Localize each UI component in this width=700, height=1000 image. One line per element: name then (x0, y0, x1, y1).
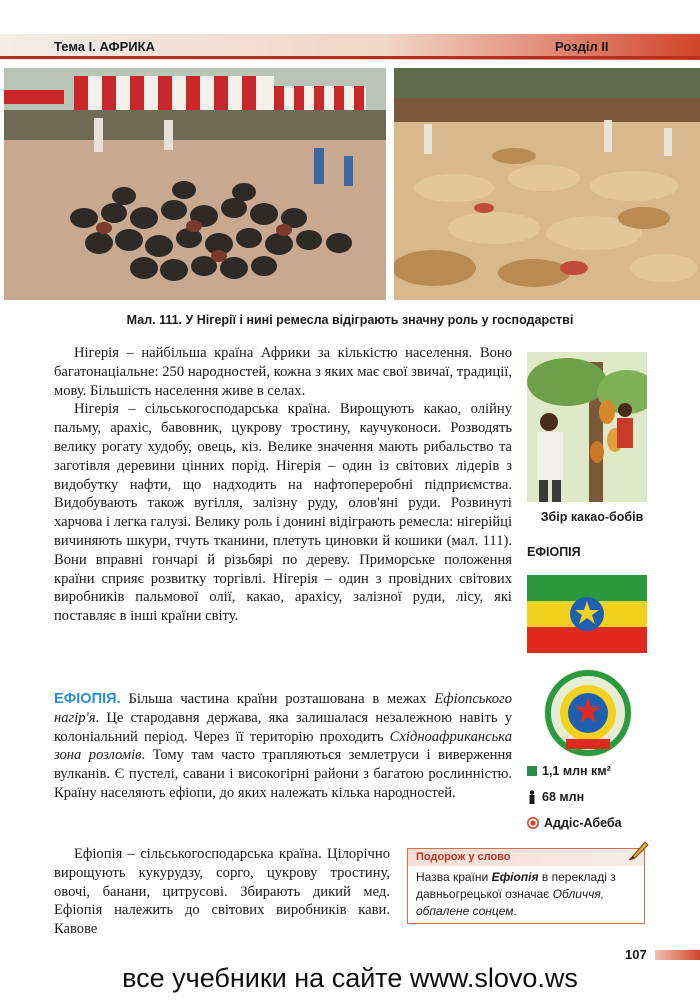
word-journey-text-2: в перекладі з давньогрецької означає (416, 870, 616, 901)
ethiopia-label: ЕФІОПІЯ (527, 545, 581, 559)
capital-stat (527, 816, 622, 830)
area-stat (527, 764, 611, 778)
section-title: Розділ ІІ (555, 39, 609, 54)
word-journey-text (408, 866, 644, 923)
ethiopia-text-continued (54, 845, 390, 939)
ethiopia-paragraph-2: Ефіопія – сільськогосподарська країна. Цілорічно вирощують кукурудзу, сорго, цукрову тростину, овочі, банани, цитрусові. Збирають дикий мед. Ефіопія належить до світових виробників кави. Кавове (54, 846, 390, 938)
capital-value: Аддіс-Абеба (544, 816, 622, 830)
page-number-stripe (655, 950, 700, 960)
header-line (0, 56, 700, 59)
cocoa-harvest-illustration (527, 352, 647, 502)
ethiopia-text-3: . Тому там часто трапляються землетруси і виверження вулканів. Є пустелі, савани і високогірні райони з багатою рослинністю. Країну населяють ефіопи, до яких належать кілька народностей. (54, 747, 513, 801)
ethiopia-heading: ЕФІОПІЯ. (54, 691, 121, 707)
nigeria-text (54, 344, 512, 626)
ethiopia-text (54, 690, 512, 803)
word-journey-box (407, 848, 645, 924)
ethiopia-emblem (536, 665, 640, 761)
ethiopia-paragraph-1 (54, 690, 512, 803)
word-journey-text-1: Назва країни (416, 870, 492, 884)
word-journey-term: Ефіопія (491, 870, 539, 884)
population-stat (527, 790, 584, 804)
topic-title: Тема I. АФРИКА (54, 39, 155, 54)
basket-market-photo (394, 68, 700, 300)
word-journey-meaning: Обличчя, обпалене сонцем (416, 887, 605, 918)
area-value: 1,1 млн км² (542, 764, 611, 778)
page-header (0, 34, 700, 60)
capital-icon (527, 817, 539, 829)
pottery-market-photo (4, 68, 386, 300)
population-value: 68 млн (542, 790, 585, 804)
ethiopia-flag (527, 575, 647, 653)
footer-watermark: все учебники на сайте www.slovo.ws (122, 963, 578, 993)
page-number: 107 (625, 947, 647, 962)
ethiopia-text-1: Більша частина країни розташована в межах (120, 691, 435, 707)
cocoa-caption: Збір какао-бобів (540, 510, 644, 524)
area-icon (527, 766, 537, 776)
ethiopian-highland-term: Ефіопського нагір'я (54, 691, 512, 726)
nigeria-paragraph-1: Нігерія – найбільша країна Африки за кількістю населення. Воно багатонаціальне: 250 народностей, кожна з яких має свої звичаї, традиції, мову. Більшість населення живе в селах. (54, 345, 512, 399)
nigeria-paragraph-2: Нігерія – сільськогосподарська країна. Вирощують какао, олійну пальму, арахіс, бавовник, цукрову тростину, каучуконоси. Розводять велику рогату худобу, овець, кіз. Велике значення мають рибальство та заготівля деревини цінних порід. Нігерія – один із світових лідерів з видобутку нафти, що надходить на нафтопереробні підприємства. Видобувають також вугілля, залізну руду, олов'яні руди. Розвинуті харчова і легка галузі. Велику роль і донині відіграють ремесла: нігерійці вичиняють шкури, тчуть тканини, плетуть циновки й кошики (мал. 111). Вони вправні гончарі й різьбярі по дереву. Приморське положення країни сприяє розвитку торгівлі. Нігерія – один з провідних світових виробників пальмової олії, какао, арахісу, залізної руди, лісу, які поставляє в інші країни світу. (54, 401, 512, 625)
pen-icon (625, 838, 651, 864)
ethiopia-text-2: . Це стародавня держава, яка залишалася незалежною навіть у колоніальний період. Через її територію проходить (54, 709, 512, 745)
word-journey-title: Подорож у слово (408, 849, 644, 866)
figure-caption: Мал. 111. У Нігерії і нині ремесла відіграють значну роль у господарстві (126, 313, 574, 327)
rift-zone-term: Східноафриканська зона розломів (54, 728, 512, 764)
word-journey-text-3: . (513, 904, 517, 918)
person-icon (527, 790, 537, 804)
